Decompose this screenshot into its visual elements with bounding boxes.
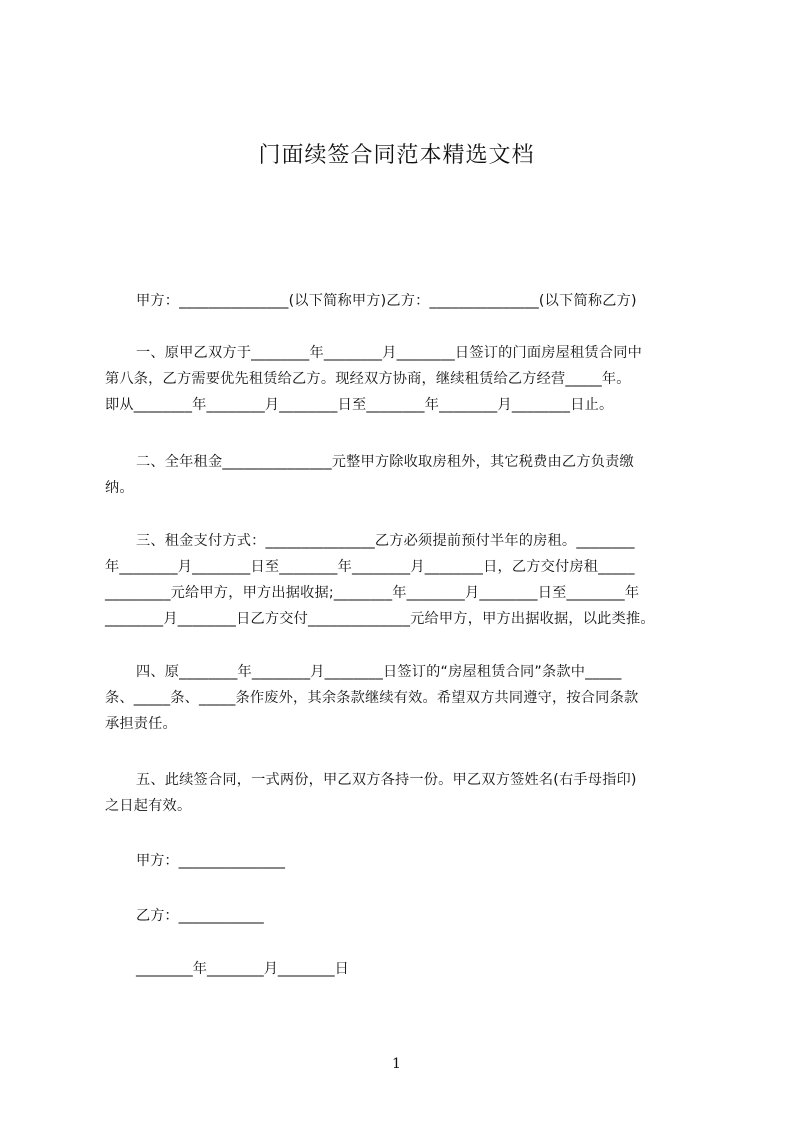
parties-line: 甲方：_______________(以下简称甲方)乙方：_______________(以下简称乙方) [136,293,637,309]
clause-3-line: _________元给甲方，甲方出据收据;________年________月________日至________年 [105,585,640,601]
clause-4 [105,659,705,737]
clause-2-line: 纳。 [105,480,134,496]
clause-1-line: 第八条，乙方需要优先租赁给乙方。现经双方协商，继续租赁给乙方经营_____年。 [105,371,631,387]
signing-date-line: ________年________月________日 [136,961,349,977]
document-title: 门面续签合同范本精选文档 [258,143,535,168]
clause-1-line: 即从________年________月________日至________年________月________日止。 [105,397,614,413]
clause-1 [105,340,705,418]
clause-5 [105,767,705,819]
party-a-signature-line: 甲方：_______________ [136,853,285,869]
clause-4-line: 条、_____条、_____条作废外，其余条款继续有效。希望双方共同遵守，按合同条款 [105,690,639,706]
clause-2-line: 二、全年租金_______________元整甲方除收取房租外，其它税费由乙方负责缴 [136,454,634,470]
clause-3-line: 三、租金支付方式：_______________乙方必须提前预付半年的房租。________ [136,533,635,549]
clause-2 [105,449,705,501]
clause-3-line: ________月________日乙方交付______________元给甲方，甲方出据收据，以此类推。 [105,611,655,627]
page-number: 1 [392,1056,401,1072]
clause-3 [105,528,705,632]
clause-5-line: 之日起有效。 [105,798,192,814]
clause-5-line: 五、此续签合同，一式两份，甲乙双方各持一份。甲乙双方签姓名(右手母指印) [136,772,637,788]
clause-3-line: 年________月________日至________年________月________日，乙方交付房租_____ [105,559,635,575]
party-b-signature-line: 乙方：____________ [136,908,264,924]
clause-4-line: 四、原________年________月________日签订的“房屋租赁合同”条款中_____ [136,664,622,680]
clause-4-line: 承担责任。 [105,716,177,732]
clause-1-line: 一、原甲乙双方于________年________月________日签订的门面房屋租赁合同中 [136,345,642,361]
